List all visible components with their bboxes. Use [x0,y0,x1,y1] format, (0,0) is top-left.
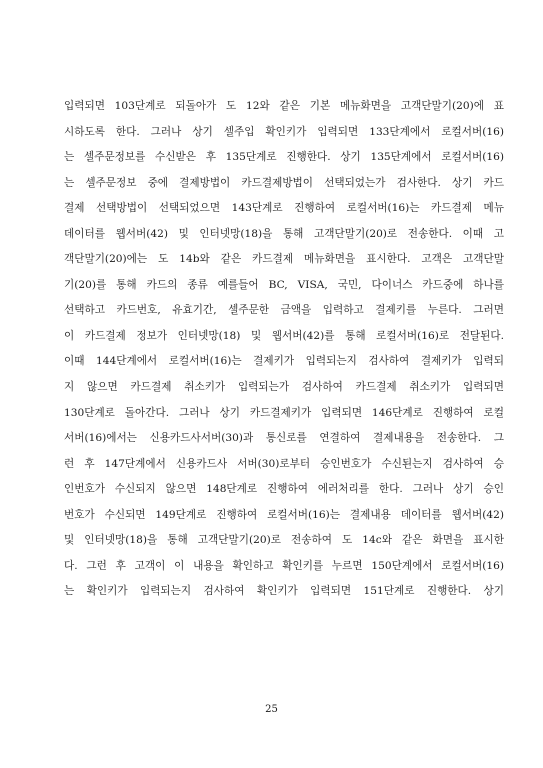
text-line: 기(20)를 통해 카드의 종류 예를들어 BC, VISA, 국민, 다이너스 카드중에 하나를 [64,278,504,291]
text-line: 입력되면 103단계로 되돌아가 도 12와 같은 기본 메뉴화면을 고객단말기(20)에 표 [64,100,504,112]
text-line: 는 셀주문정보를 수신받은 후 135단계로 진행한다. 상기 135단계에서 로컬서버(16) [64,151,504,164]
text-line: 이때 144단계에서 로컬서버(16)는 결제키가 입력되는지 검사하여 결제키가 입력되 [64,355,504,368]
text-line: 데이터를 웹서버(42) 및 인터넷망(18)을 통해 고객단말기(20)로 전송한다. 이때 고 [64,227,504,240]
text-line: 결제 선택방법이 선택되었으면 143단계로 진행하여 로컬서버(16)는 카드결제 메뉴 [64,202,504,215]
text-line: 번호가 수신되면 149단계로 진행하여 로컬서버(16)는 결제내용 데이터를 웹서버(42) [64,508,504,521]
text-line: 및 인터넷망(18)을 통해 고객단말기(20)로 전송하여 도 14c와 같은 화면을 표시한 [64,534,504,547]
text-line: 인번호가 수신되지 않으면 148단계로 진행하여 에러처리를 한다. 그러나 상기 승인 [64,483,504,496]
text-line: 서버(16)에서는 신용카드사서버(30)과 통신로를 연결하여 결제내용을 전송한다. 그 [64,432,504,445]
text-line: 시하도록 한다. 그러나 상기 셀주입 확인키가 입력되면 133단계에서 로컬서버(16) [64,125,504,138]
text-line: 이 카드결제 정보가 인터넷망(18) 및 웹서버(42)를 통해 로컬서버(16)로 전달된다. [64,329,504,342]
text-line: 선택하고 카드번호, 유효기간, 셀주문한 금액을 입력하고 결제키를 누른다. 그러면 [64,304,504,317]
body-text [64,94,504,605]
text-line: 다. 그런 후 고객이 이 내용을 확인하고 확인키를 누르면 150단계에서 로컬서버(16) [64,559,504,572]
text-line: 런 후 147단계에서 신용카드사 서버(30)로부터 승인번호가 수신된는지 검사하여 승 [64,457,504,470]
text-line: 130단계로 돌아간다. 그러나 상기 카드결제키가 입력되면 146단계로 진행하여 로컬 [64,406,504,419]
text-line: 는 확인키가 입력되는지 검사하여 확인키가 입력되면 151단계로 진행한다. 상기 [64,585,504,598]
text-line: 지 않으면 카드결제 취소키가 입력되는가 검사하여 카드결제 취소키가 입력되면 [64,381,504,394]
text-line: 객단말기(20)에는 도 14b와 같은 카드결제 메뉴화면을 표시한다. 고객은 고객단말 [64,253,504,266]
text-line: 는 셀주문정보 중에 결제방법이 카드결제방법이 선택되었는가 검사한다. 상기 카드 [64,176,504,189]
page-number: 25 [265,704,278,715]
